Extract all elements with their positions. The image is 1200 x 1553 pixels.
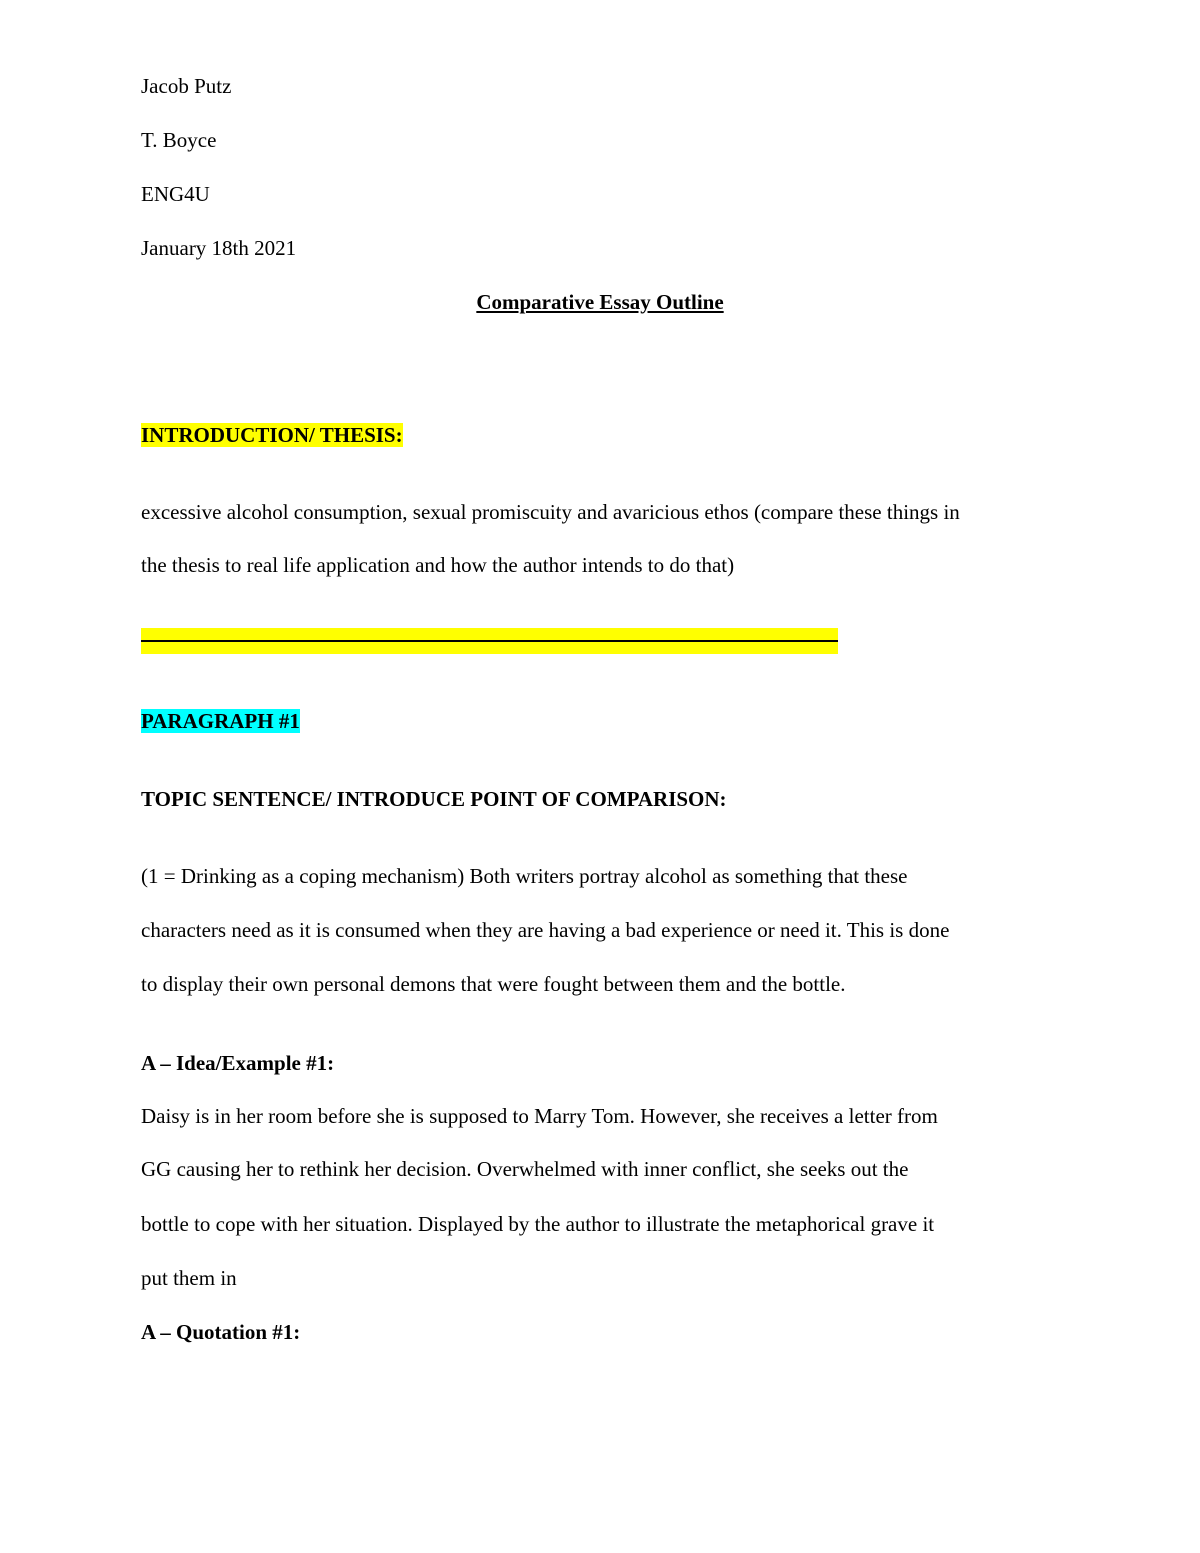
topic-line: characters need as it is consumed when they are having a bad experience or need it. This is done xyxy=(141,918,950,942)
topic-sentence-heading: TOPIC SENTENCE/ INTRODUCE POINT OF COMPARISON: xyxy=(141,787,727,811)
separator-rule xyxy=(141,640,838,642)
idea-line: GG causing her to rethink her decision. Overwhelmed with inner conflict, she seeks out the xyxy=(141,1157,909,1181)
idea-line: bottle to cope with her situation. Displayed by the author to illustrate the metaphorical grave it xyxy=(141,1212,935,1236)
topic-line: to display their own personal demons that were fought between them and the bottle. xyxy=(141,972,846,996)
document-title xyxy=(0,289,1200,315)
introduction-heading xyxy=(141,422,403,448)
paragraph-heading-text: PARAGRAPH #1 xyxy=(141,709,300,733)
paragraph-heading xyxy=(141,708,300,734)
document-date: January 18th 2021 xyxy=(141,236,297,260)
thesis-line: the thesis to real life application and how the author intends to do that) xyxy=(141,553,735,577)
quotation-heading: A – Quotation #1: xyxy=(141,1320,301,1344)
idea-line: put them in xyxy=(141,1266,237,1290)
topic-line: (1 = Drinking as a coping mechanism) Both writers portray alcohol as something that these xyxy=(141,864,908,888)
separator-line xyxy=(141,628,838,654)
idea-line: Daisy is in her room before she is supposed to Marry Tom. However, she receives a letter from xyxy=(141,1104,938,1128)
introduction-heading-text: INTRODUCTION/ THESIS: xyxy=(141,423,403,447)
thesis-line: excessive alcohol consumption, sexual promiscuity and avaricious ethos (compare these things in xyxy=(141,500,960,524)
idea-heading: A – Idea/Example #1: xyxy=(141,1051,335,1075)
course-code: ENG4U xyxy=(141,182,210,206)
teacher-name: T. Boyce xyxy=(141,128,217,152)
document-title-text: Comparative Essay Outline xyxy=(476,290,724,314)
student-name: Jacob Putz xyxy=(141,74,232,98)
